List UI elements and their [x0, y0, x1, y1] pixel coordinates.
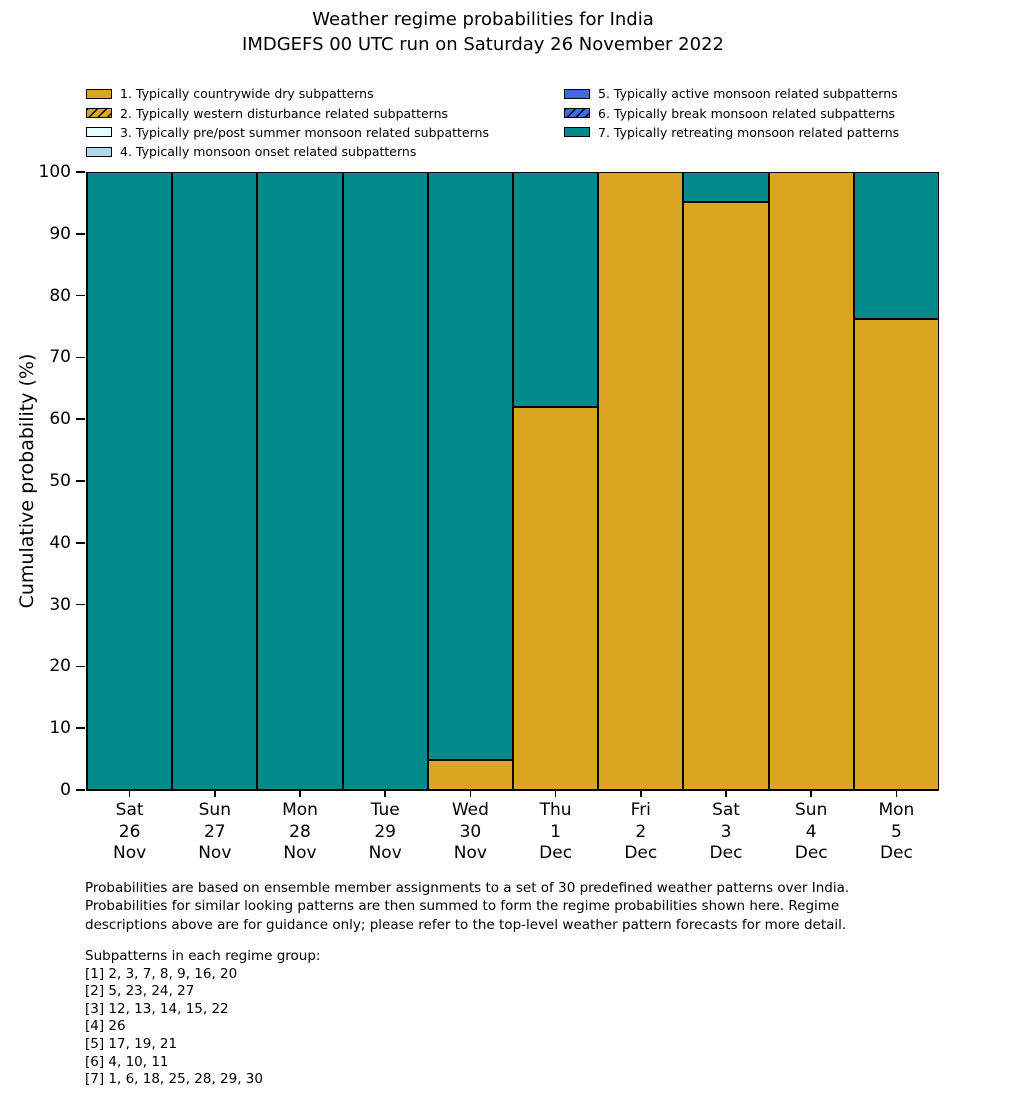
subpatterns-heading: Subpatterns in each regime group:	[85, 948, 321, 964]
bar-segment	[769, 172, 854, 790]
legend-item	[86, 142, 489, 161]
legend-label: 6. Typically break monsoon related subpatterns	[598, 105, 896, 121]
legend-item	[564, 103, 899, 122]
x-tick-label	[282, 800, 318, 865]
chart-title-line1: Weather regime probabilities for India	[312, 9, 654, 30]
x-tick-label-line: 29	[374, 821, 396, 842]
x-tick-label-line: Nov	[368, 843, 402, 864]
bar-segment	[598, 172, 683, 790]
bar-segment	[428, 760, 513, 790]
stacked-bar-plot	[38, 162, 939, 864]
y-tick-mark	[76, 542, 85, 544]
x-tick-label-line: Dec	[624, 843, 658, 864]
subpatterns-list	[85, 948, 320, 1089]
y-tick-label: 30	[49, 594, 71, 615]
legend-swatch-hatched	[86, 108, 112, 118]
y-tick-mark	[76, 418, 85, 420]
y-tick-mark	[76, 233, 85, 235]
x-tick-mark	[725, 790, 727, 797]
legend-swatch	[564, 127, 590, 137]
x-tick-label-line: Nov	[453, 843, 487, 864]
x-tick-label-line: 5	[890, 821, 902, 842]
legend-swatch	[564, 89, 590, 99]
bar-segment	[172, 172, 257, 790]
x-tick-label-line: Dec	[879, 843, 913, 864]
y-tick-label: 80	[49, 285, 71, 306]
legend-label: 1. Typically countrywide dry subpatterns	[120, 86, 374, 102]
bar-segment	[854, 172, 939, 319]
x-tick-label-line: Nov	[198, 843, 232, 864]
x-tick-label-line: Mon	[282, 800, 318, 820]
x-tick-label-line: Tue	[370, 800, 400, 820]
y-tick-mark	[76, 789, 85, 791]
y-tick-mark	[76, 666, 85, 668]
subpatterns-group: [7] 1, 6, 18, 25, 28, 29, 30	[85, 1071, 263, 1088]
x-tick-label-line: Mon	[878, 800, 915, 820]
x-tick-label-line: 30	[459, 821, 482, 842]
legend-swatch	[86, 127, 112, 137]
x-tick-mark	[810, 790, 812, 797]
x-tick-label-line: Nov	[113, 843, 147, 864]
x-tick-label-line: Sat	[712, 800, 740, 820]
x-tick-label-line: Wed	[451, 800, 489, 820]
subpatterns-group: [2] 5, 23, 24, 27	[85, 983, 195, 1000]
legend-item	[86, 103, 489, 122]
x-tick-label	[539, 800, 572, 865]
bar-fri-2-dec	[598, 172, 683, 790]
bar-segment	[343, 172, 428, 790]
footer-line: Probabilities for similar looking patterns are then summed to form the regime probabilities shown here. Regime	[85, 898, 840, 915]
bar-tue-29-nov	[343, 172, 428, 790]
x-tick-label	[198, 800, 231, 865]
y-tick-mark	[76, 295, 85, 297]
subpatterns-group: [4] 26	[85, 1018, 126, 1035]
x-tick-label-line: 1	[550, 821, 561, 842]
y-tick-label: 70	[49, 347, 71, 368]
bar-mon-5-dec	[854, 172, 939, 790]
chart-title	[242, 7, 724, 57]
x-tick-label	[452, 800, 489, 865]
x-tick-label-line: Dec	[709, 843, 743, 864]
x-tick-label-line: Sun	[795, 800, 828, 820]
chart-title-line2: IMDGEFS 00 UTC run on Saturday 26 November 2022	[242, 34, 724, 55]
x-tick-label	[369, 800, 402, 865]
x-tick-label	[878, 800, 914, 865]
y-tick-label: 0	[60, 780, 71, 800]
legend-label: 4. Typically monsoon onset related subpatterns	[120, 144, 417, 160]
subpatterns-group: [3] 12, 13, 14, 15, 22	[85, 1000, 229, 1017]
legend-item	[564, 123, 899, 142]
bar-sun-4-dec	[769, 172, 854, 790]
bar-segment	[854, 319, 939, 790]
x-tick-mark	[470, 790, 472, 797]
x-tick-label-line: Thu	[539, 800, 572, 820]
legend-label: 2. Typically western disturbance related subpatterns	[120, 105, 449, 121]
y-tick-label: 60	[49, 409, 71, 430]
y-tick-label: 40	[49, 532, 71, 553]
x-tick-label-line: Sun	[198, 800, 231, 820]
x-tick-mark	[384, 790, 386, 797]
x-tick-label-line: Sat	[115, 800, 144, 820]
bar-segment	[428, 172, 513, 760]
x-tick-mark	[896, 790, 898, 797]
legend-swatch	[86, 89, 112, 99]
bar-segment	[513, 172, 598, 407]
y-tick-label: 50	[49, 471, 71, 491]
legend-column-right	[564, 84, 899, 142]
subpatterns-group: [1] 2, 3, 7, 8, 9, 16, 20	[85, 965, 238, 982]
footer-line: Probabilities are based on ensemble member assignments to a set of 30 predefined weather patterns over India.	[85, 880, 850, 896]
legend-swatch-hatched	[564, 108, 590, 118]
y-tick-label: 90	[49, 223, 71, 244]
x-tick-label-line: Dec	[539, 843, 573, 864]
legend-column-left	[86, 84, 489, 162]
bar-segment	[87, 172, 172, 790]
x-tick-label-line: 28	[289, 821, 311, 842]
subpatterns-group: [6] 4, 10, 11	[85, 1053, 169, 1070]
bar-sat-26-nov	[87, 172, 172, 790]
bar-mon-28-nov	[257, 172, 342, 790]
x-tick-label-line: 2	[635, 821, 647, 842]
x-tick-label-line: 4	[805, 821, 817, 842]
y-tick-mark	[76, 604, 85, 606]
x-tick-label	[624, 800, 657, 865]
y-tick-label: 100	[38, 162, 71, 182]
x-tick-label-line: 26	[118, 821, 141, 842]
x-tick-mark	[129, 790, 131, 797]
bar-wed-30-nov	[428, 172, 513, 790]
x-tick-label	[795, 800, 828, 865]
x-tick-mark	[299, 790, 301, 797]
footer-note	[85, 879, 849, 934]
y-axis-label: Cumulative probability (%)	[16, 353, 38, 609]
x-tick-label	[710, 800, 743, 865]
legend-label: 3. Typically pre/post summer monsoon related subpatterns	[120, 124, 489, 140]
legend-swatch	[86, 147, 112, 157]
legend-label: 5. Typically active monsoon related subpatterns	[598, 86, 898, 102]
x-tick-label-line: Fri	[630, 800, 651, 820]
legend-item	[86, 123, 489, 142]
bar-sat-3-dec	[683, 172, 768, 790]
bar-segment	[257, 172, 342, 790]
x-tick-label-line: Nov	[283, 843, 317, 864]
y-tick-mark	[76, 357, 85, 359]
legend-item	[564, 84, 899, 103]
y-tick-mark	[76, 171, 85, 173]
y-tick-label: 10	[49, 718, 71, 739]
bar-sun-27-nov	[172, 172, 257, 790]
bar-segment	[683, 172, 768, 202]
y-tick-mark	[76, 727, 85, 729]
x-tick-label	[113, 800, 146, 865]
legend-label: 7. Typically retreating monsoon related patterns	[598, 124, 900, 140]
x-tick-label-line: 3	[720, 821, 732, 842]
x-tick-label-line: Dec	[794, 843, 828, 864]
x-tick-mark	[555, 790, 557, 797]
bar-thu-1-dec	[513, 172, 598, 790]
y-tick-mark	[76, 480, 85, 482]
bar-segment	[513, 407, 598, 790]
legend-item	[86, 84, 489, 103]
x-tick-mark	[214, 790, 216, 797]
x-tick-mark	[640, 790, 642, 797]
bar-segment	[683, 202, 768, 790]
footer-line: descriptions above are for guidance only; please refer to the top-level weather pattern forecasts for more detail.	[85, 916, 847, 933]
x-tick-label-line: 27	[203, 821, 226, 842]
y-tick-label: 20	[49, 656, 71, 677]
subpatterns-group: [5] 17, 19, 21	[85, 1035, 178, 1052]
